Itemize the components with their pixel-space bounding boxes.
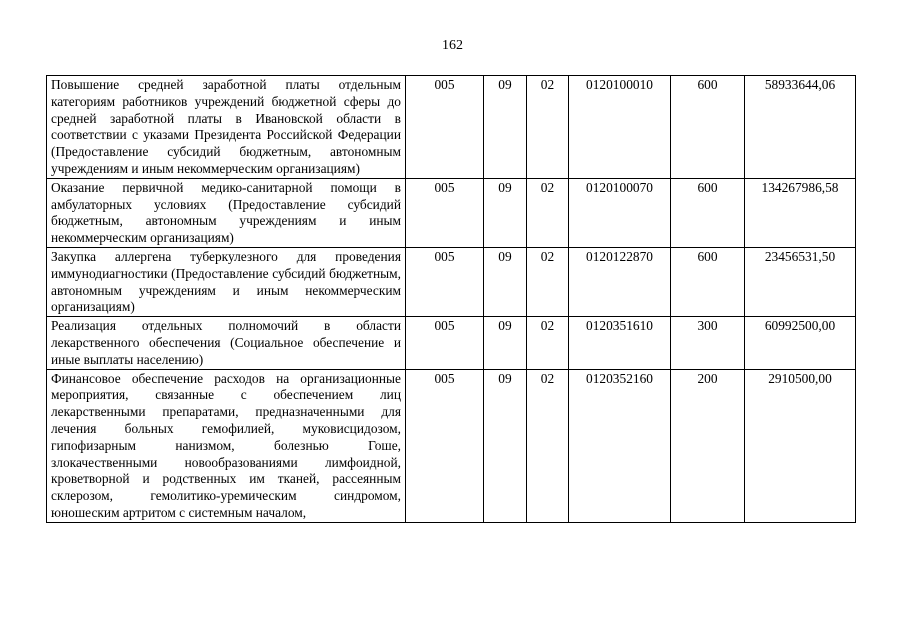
- ministry-code: 005: [406, 369, 484, 522]
- ministry-code: 005: [406, 76, 484, 179]
- table-row: [47, 317, 856, 369]
- table-row: [47, 178, 856, 247]
- budget-table: [46, 75, 856, 523]
- subsection-code: 02: [527, 76, 569, 179]
- expense-type-code: 600: [671, 247, 745, 316]
- section-code: 09: [484, 369, 527, 522]
- table-row: [47, 76, 856, 179]
- row-description: Оказание первичной медико-санитарной помощи в амбулаторных условиях (Предоставление субсидий бюджетным, автономным учреждениям и иным некоммерческим организациям): [47, 178, 406, 247]
- expense-type-code: 200: [671, 369, 745, 522]
- target-article-code: 0120100010: [569, 76, 671, 179]
- subsection-code: 02: [527, 178, 569, 247]
- page-number: 162: [442, 38, 463, 53]
- target-article-code: 0120100070: [569, 178, 671, 247]
- ministry-code: 005: [406, 317, 484, 369]
- amount-value: 23456531,50: [745, 247, 856, 316]
- amount-value: 134267986,58: [745, 178, 856, 247]
- subsection-code: 02: [527, 317, 569, 369]
- expense-type-code: 600: [671, 76, 745, 179]
- section-code: 09: [484, 178, 527, 247]
- row-description: Реализация отдельных полномочий в области лекарственного обеспечения (Социальное обеспечение и иные выплаты населению): [47, 317, 406, 369]
- expense-type-code: 300: [671, 317, 745, 369]
- subsection-code: 02: [527, 247, 569, 316]
- section-code: 09: [484, 317, 527, 369]
- target-article-code: 0120352160: [569, 369, 671, 522]
- section-code: 09: [484, 247, 527, 316]
- ministry-code: 005: [406, 178, 484, 247]
- table-row: [47, 247, 856, 316]
- ministry-code: 005: [406, 247, 484, 316]
- expense-type-code: 600: [671, 178, 745, 247]
- amount-value: 2910500,00: [745, 369, 856, 522]
- amount-value: 60992500,00: [745, 317, 856, 369]
- row-description: Закупка аллергена туберкулезного для проведения иммунодиагностики (Предоставление субсидий бюджетным, автономным учреждениям и иным некоммерческим организациям): [47, 247, 406, 316]
- amount-value: 58933644,06: [745, 76, 856, 179]
- section-code: 09: [484, 76, 527, 179]
- subsection-code: 02: [527, 369, 569, 522]
- table-row: [47, 369, 856, 522]
- target-article-code: 0120351610: [569, 317, 671, 369]
- row-description: Повышение средней заработной платы отдельным категориям работников учреждений бюджетной сферы до средней заработной платы в Ивановской области в соответствии с указами Президента Российской Федерации (Предоставление субсидий бюджетным, автономным учреждениям и иным некоммерческим организациям): [47, 76, 406, 179]
- row-description: Финансовое обеспечение расходов на организационные мероприятия, связанные с обеспечением лиц лекарственными препаратами, предназначенными для лечения больных гемофилией, муковисцидозом, гипофизарным нанизмом, болезнью Гоше, злокачественными новообразованиями лимфоидной, кроветворной и родственных им тканей, рассеянным склерозом, гемолитико-уремическим синдромом, юношеским артритом с системным началом,: [47, 369, 406, 522]
- target-article-code: 0120122870: [569, 247, 671, 316]
